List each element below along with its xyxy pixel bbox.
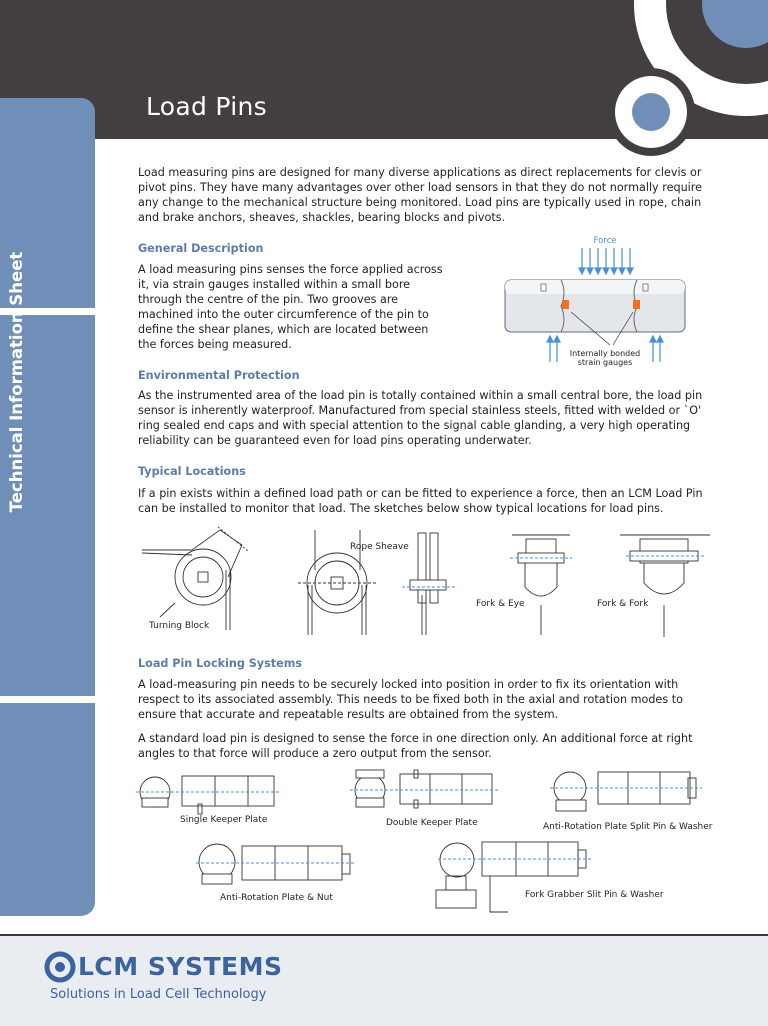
locking-heading: Load Pin Locking Systems [138,657,303,670]
sidebar-label: Technical Information Sheet [7,251,26,513]
locations-body: If a pin exists within a defined load path or can be fitted to experience a force, then an LCM Load Pin can be installed to monitor that load. The sketches below show typical locations for load pins. [138,487,703,515]
load-pin-diagram [495,232,695,372]
label-anti-rotation-nut: Anti-Rotation Plate & Nut [220,893,333,903]
page-title: Load Pins [146,92,267,121]
sidebar-divider [0,696,95,703]
label-single-keeper: Single Keeper Plate [180,815,268,825]
header-decoration [0,0,768,160]
label-double-keeper: Double Keeper Plate [386,818,478,828]
label-turning-block: Turning Block [149,621,210,631]
locking-body-2: A standard load pin is designed to sense the force in one direction only. An additional force at right angles to that force will produce a zero output from the sensor. [138,732,693,760]
locations-heading: Typical Locations [138,465,246,478]
label-rope-sheave: Rope Sheave [350,542,409,552]
general-heading: General Description [138,242,264,255]
gauge-label-line1: Internally bonded [569,349,641,358]
label-anti-rotation-split: Anti-Rotation Plate Split Pin & Washer [543,822,713,832]
label-fork-fork: Fork & Fork [597,599,649,609]
locking-body-1: A load-measuring pin needs to be securely locked into position in order to fix its orientation with respect to its associated assembly. This needs to be fixed both in the axial and rotation modes to ensure that accurate and repeatable results are obtained from the system. [138,678,683,721]
company-tagline: Solutions in Load Cell Technology [50,987,267,1002]
label-fork-eye: Fork & Eye [476,599,525,609]
environmental-body: As the instrumented area of the load pin is totally contained within a small central bore, the load pin sensor is inherently waterproof. Manufactured from special stainless steels, fitted with welded or `O' ring sealed end caps and with special attention to the signal cable glanding, a very high operating reliability can be guaranteed even for load pins operating underwater. [138,389,703,447]
general-body: A load measuring pins senses the force applied across it, via strain gauges installed within a small bore through the centre of the pin. Two grooves are machined into the outer circumference of the pin to define the shear planes, which are located between the forces being measured. [138,263,443,351]
environmental-heading: Environmental Protection [138,369,300,382]
company-logo: LCM SYSTEMS [78,952,283,981]
lcm-logo-icon [44,951,76,983]
typical-locations-sketches [130,525,720,645]
label-fork-grabber: Fork Grabber Slit Pin & Washer [525,890,664,900]
force-label: Force [593,236,617,246]
gauge-label-line2: strain gauges [577,358,633,367]
intro-text: Load measuring pins are designed for many diverse applications as direct replacements for clevis or pivot pins. They have many advantages over other load sensors in that they do not normally require any change to the mechanical structure being monitored. Load pins are typically used in rope, chain and brake anchors, sheaves, shackles, bearing blocks and pivots. [138,166,703,224]
